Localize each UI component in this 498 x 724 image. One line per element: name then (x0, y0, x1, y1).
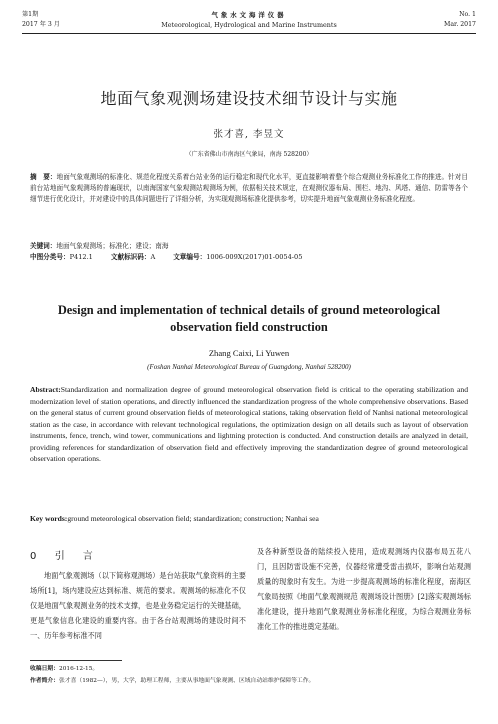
page-header (22, 8, 476, 42)
journal-name-cn: 气象水文海洋仪器 (211, 11, 287, 19)
keywords-cn-text: 地面气象观测场；标准化；建设；南海 (56, 242, 169, 250)
clc-value: P412.1 (69, 253, 93, 261)
section-heading (30, 547, 97, 562)
footnote-rule (30, 660, 122, 661)
header-right (444, 10, 476, 30)
keywords-cn (30, 241, 468, 252)
doc-code-value: A (150, 253, 156, 261)
received-label: 收稿日期： (30, 666, 59, 672)
header-left (22, 10, 60, 30)
author-bio-label: 作者简介： (30, 678, 59, 684)
issue-cn: 第1期 (22, 11, 39, 18)
author-bio-value: 张才喜（1982—），男，大学，助理工程师，主要从事地面气象观测、区域自动站维护保障等工作。 (59, 678, 315, 684)
authors-cn: 张才喜, 李昱文 (213, 129, 285, 140)
abstract-cn-text: 地面气象观测场的标准化、规范化程度关系着台站业务的运行稳定和现代化水平，更直接影响着整个综合观测业务标准化工作的推进。针对目前台站地面气象观测场的普遍现状，以南海国家气象观测站观测场为例，依据相关技术规定，在观测仪器布局、围栏、地沟、风塔、通信、防雷等各个细节进行优化设计，并对建设中的具体问题进行了详细分析，为实现观测场标准化提供参考，切实提升地面气象观测业务标准化程度。 (30, 173, 469, 204)
doc-code-label: 文献标识码： (110, 253, 151, 261)
article-no-value: 1006-009X(2017)01-0054-05 (206, 253, 303, 261)
abstract-cn-label: 摘 要： (30, 173, 57, 181)
affiliation-en: (Foshan Nanhai Meteorological Bureau of Guangdong, Nanhai 528200) (147, 363, 351, 371)
title-cn: 地面气象观测场建设技术细节设计与实施 (100, 89, 398, 108)
keywords-cn-label: 关键词： (30, 242, 57, 250)
abstract-en-label: Abstract: (30, 385, 61, 394)
date-en: Mar. 2017 (444, 21, 476, 28)
issue-en: No. 1 (459, 11, 476, 18)
article-no-label: 文章编号： (173, 253, 207, 261)
clc-label: 中图分类号： (30, 253, 70, 261)
keywords-en (30, 513, 468, 524)
keywords-en-label: Key words: (30, 514, 68, 523)
affiliation-cn: （广东省佛山市南海区气象局，南海 528200） (185, 151, 313, 158)
received-value: 2016-12-15。 (59, 666, 99, 672)
footnote-received (30, 664, 468, 674)
keywords-en-text: ground meteorological observation field; standardization; construction; Nanhai sea (67, 514, 319, 523)
abstract-cn (30, 172, 468, 206)
abstract-en (30, 384, 468, 465)
header-center (112, 10, 386, 30)
section-title: 引 言 (54, 551, 97, 562)
intro-left-column: 地面气象观测场（以下简称观测场）是台站获取气象资料的主要场所[1]，场内建设应达到标准、规范的要求。观测场的标准化不仅仅是地面气象观测业务的技术支撑，也是业务稳定运行的关键基础，更是气象信息化建设的重要内容。由于各台站观测场的建设时间不一、历年参考标准不同 (30, 571, 246, 640)
journal-name-en: Meteorological, Hydrological and Marine Instruments (161, 21, 337, 29)
authors-en: Zhang Caixi, Li Yuwen (208, 348, 290, 358)
header-rule (22, 33, 476, 34)
abstract-en-text: Standardization and normalization degree of ground meteorological observation field is critical to the operating stabilization and modernization level of station operations, and directly influenced the standardization progress of the whole comprehensive observations. Based on the general status of current ground observation fields of meteorological stations, taking observation field of Nanhsi national meteorological station as the case, in accordance with relevant technological regulations, the optimization design on all details such as layout of observation instruments, fence, trench, wind tower, communications and lightning protection is conducted. And construction details are analyzed in detail, providing references for standardization of observation field and effectively improving the standardization degree of ground meteorological observation operations. (30, 385, 468, 463)
footnote-author (30, 676, 468, 686)
intro-right-column: 及各种新型设备的陆续投入使用，造成观测场内仪器布局五花八门，且因防雷设施不完善，仪器经常遭受雷击损坏，影响台站观测质量的现象时有发生。为进一步提高观测场的标准化程度，南海区气象局按照《地面气象观测规范 观测场设计图册》[2]落实观测场标准化建设，提升地面气象观测业务标准化程度，为综合观测业务标准化工作的推进奠定基础。 (257, 547, 471, 631)
date-cn: 2017 年 3 月 (22, 21, 60, 28)
classification-cn (30, 252, 468, 263)
title-en: Design and implementation of technical details of ground meteorological observation field construction (57, 303, 441, 334)
section-number: 0 (30, 551, 41, 562)
